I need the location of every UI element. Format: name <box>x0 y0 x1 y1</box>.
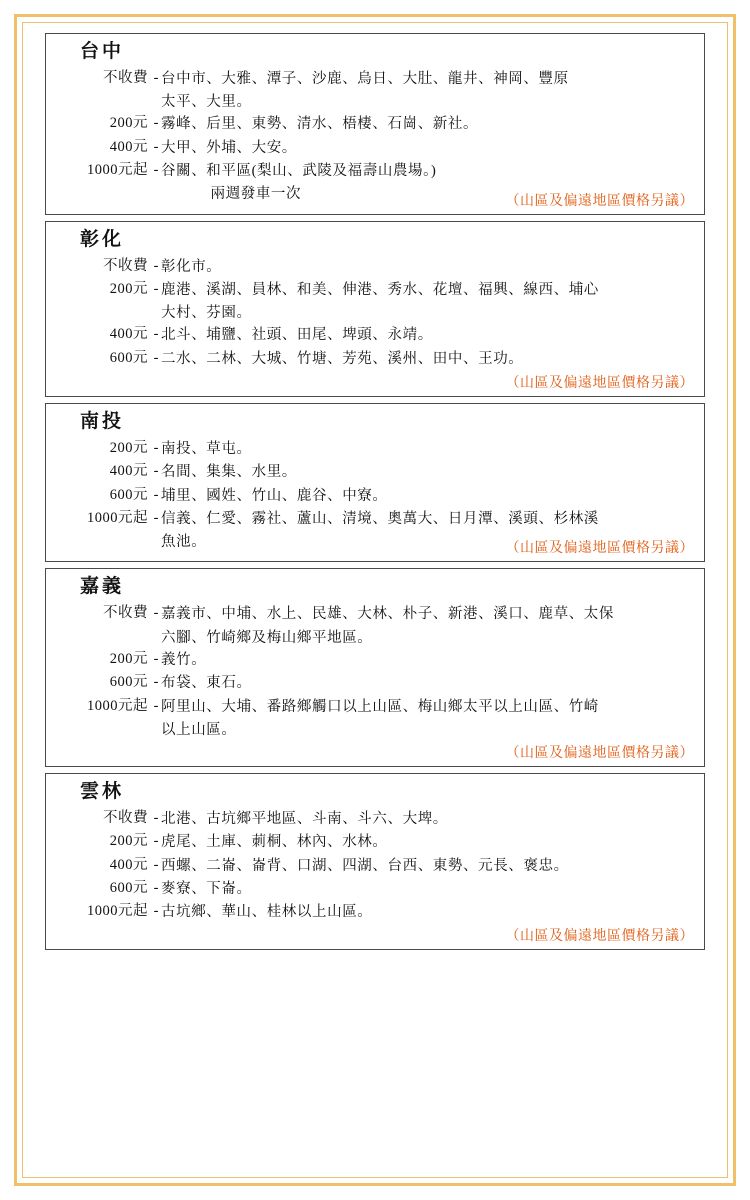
area-list: 太平、大里。 <box>161 94 252 111</box>
price-label: 400元 <box>109 856 148 873</box>
row-dash: - <box>153 509 159 526</box>
area-list: 谷關、和平區(梨山、武陵及福壽山農場。) <box>161 163 437 180</box>
price-row <box>54 628 696 648</box>
price-label: 400元 <box>109 138 148 155</box>
price-label: 不收費 <box>103 69 148 86</box>
price-row <box>54 92 696 112</box>
area-list: 義竹。 <box>161 651 207 668</box>
row-dash: - <box>153 162 159 179</box>
price-row <box>54 809 696 829</box>
region-block <box>45 403 705 562</box>
price-row <box>54 604 696 624</box>
price-row <box>54 720 696 740</box>
region-block <box>45 773 705 950</box>
area-list: 大甲、外埔、大安。 <box>161 139 297 156</box>
price-label: 600元 <box>109 486 148 503</box>
area-list: 以上山區。 <box>161 721 237 738</box>
row-dash: - <box>153 903 159 920</box>
area-list: 名間、集集、水里。 <box>161 464 297 481</box>
region-list <box>45 33 705 956</box>
region-title: 彰化 <box>80 228 125 250</box>
area-list: 北港、古坑鄉平地區、斗南、斗六、大埤。 <box>161 810 448 827</box>
row-dash: - <box>153 674 159 691</box>
region-title: 雲林 <box>80 781 125 803</box>
area-list: 南投、草屯。 <box>161 440 252 457</box>
price-row <box>54 303 696 323</box>
price-label: 600元 <box>109 349 148 366</box>
price-row <box>54 673 696 693</box>
price-label: 不收費 <box>103 809 148 826</box>
area-list: 六腳、竹崎鄉及梅山鄉平地區。 <box>161 629 373 646</box>
price-row <box>54 697 696 717</box>
price-row <box>54 257 696 277</box>
price-label: 200元 <box>109 115 148 132</box>
region-title: 南投 <box>80 411 125 433</box>
region-footnote: （山區及偏遠地區價格另議） <box>505 746 694 762</box>
price-label: 400元 <box>109 326 148 343</box>
row-dash: - <box>153 463 159 480</box>
price-row <box>54 832 696 852</box>
area-list: 大村、芬園。 <box>161 305 252 322</box>
area-list: 二水、二林、大城、竹塘、芳苑、溪州、田中、王功。 <box>161 350 524 367</box>
row-dash: - <box>153 138 159 155</box>
region-block <box>45 221 705 397</box>
price-row <box>54 114 696 134</box>
row-dash: - <box>153 833 159 850</box>
region-footnote: （山區及偏遠地區價格另議） <box>505 541 694 557</box>
region-block <box>45 33 705 215</box>
row-dash: - <box>153 809 159 826</box>
area-list: 埔里、國姓、竹山、鹿谷、中寮。 <box>161 487 388 504</box>
price-row <box>54 902 696 922</box>
price-label: 600元 <box>109 879 148 896</box>
price-row <box>54 486 696 506</box>
price-row <box>54 349 696 369</box>
row-dash: - <box>153 69 159 86</box>
row-dash: - <box>153 879 159 896</box>
area-list: 台中市、大雅、潭子、沙鹿、烏日、大肚、龍井、神岡、豐原 <box>161 70 569 87</box>
region-footnote: （山區及偏遠地區價格另議） <box>505 193 694 209</box>
row-dash: - <box>153 439 159 456</box>
area-list: 阿里山、大埔、番路鄉觸口以上山區、梅山鄉太平以上山區、竹崎 <box>161 698 599 715</box>
region-block <box>45 568 705 767</box>
price-row <box>54 325 696 345</box>
price-label: 1000元起 <box>87 509 148 526</box>
price-label: 1000元起 <box>87 697 148 714</box>
price-label: 200元 <box>109 650 148 667</box>
row-dash: - <box>153 326 159 343</box>
row-dash: - <box>153 280 159 297</box>
region-title: 台中 <box>80 41 125 62</box>
price-row <box>54 856 696 876</box>
row-dash: - <box>153 115 159 132</box>
area-list: 古坑鄉、華山、桂林以上山區。 <box>161 904 373 921</box>
price-label: 1000元起 <box>87 903 148 920</box>
row-dash: - <box>153 486 159 503</box>
price-row <box>54 69 696 89</box>
price-row <box>54 439 696 459</box>
price-label: 不收費 <box>103 605 148 622</box>
row-dash: - <box>153 605 159 622</box>
area-list: 麥寮、下崙。 <box>161 880 252 897</box>
price-row <box>54 462 696 482</box>
area-list: 北斗、埔鹽、社頭、田尾、埤頭、永靖。 <box>161 327 433 344</box>
price-row <box>54 161 696 181</box>
price-label: 不收費 <box>103 257 148 274</box>
price-label: 600元 <box>109 674 148 691</box>
area-list: 布袋、東石。 <box>161 675 252 692</box>
price-label: 1000元起 <box>87 162 148 179</box>
area-list: 西螺、二崙、崙背、口湖、四湖、台西、東勢、元長、褒忠。 <box>161 857 569 874</box>
row-dash: - <box>153 257 159 274</box>
area-list: 鹿港、溪湖、員林、和美、伸港、秀水、花壇、福興、線西、埔心 <box>161 281 599 298</box>
area-list: 嘉義市、中埔、水上、民雄、大林、朴子、新港、溪口、鹿草、太保 <box>161 606 614 623</box>
row-dash: - <box>153 856 159 873</box>
region-title: 嘉義 <box>80 576 125 598</box>
area-list: 霧峰、后里、東勢、清水、梧棲、石崗、新社。 <box>161 116 479 133</box>
region-footnote: （山區及偏遠地區價格另議） <box>505 929 694 945</box>
row-dash: - <box>153 697 159 714</box>
region-footnote: （山區及偏遠地區價格另議） <box>505 376 694 392</box>
area-list: 虎尾、土庫、莿桐、林內、水林。 <box>161 834 388 851</box>
price-label: 200元 <box>109 833 148 850</box>
price-row <box>54 138 696 158</box>
price-row <box>54 879 696 899</box>
price-label: 200元 <box>109 280 148 297</box>
area-list: 信義、仁愛、霧社、蘆山、清境、奧萬大、日月潭、溪頭、杉林溪 <box>161 510 599 527</box>
row-dash: - <box>153 349 159 366</box>
row-dash: - <box>153 650 159 667</box>
price-row <box>54 280 696 300</box>
price-label: 400元 <box>109 463 148 480</box>
price-label: 200元 <box>109 439 148 456</box>
price-row <box>54 509 696 529</box>
price-row <box>54 650 696 670</box>
area-list: 彰化市。 <box>161 258 222 275</box>
area-list: 兩週發車一次 <box>161 186 302 203</box>
area-list: 魚池。 <box>161 534 207 551</box>
